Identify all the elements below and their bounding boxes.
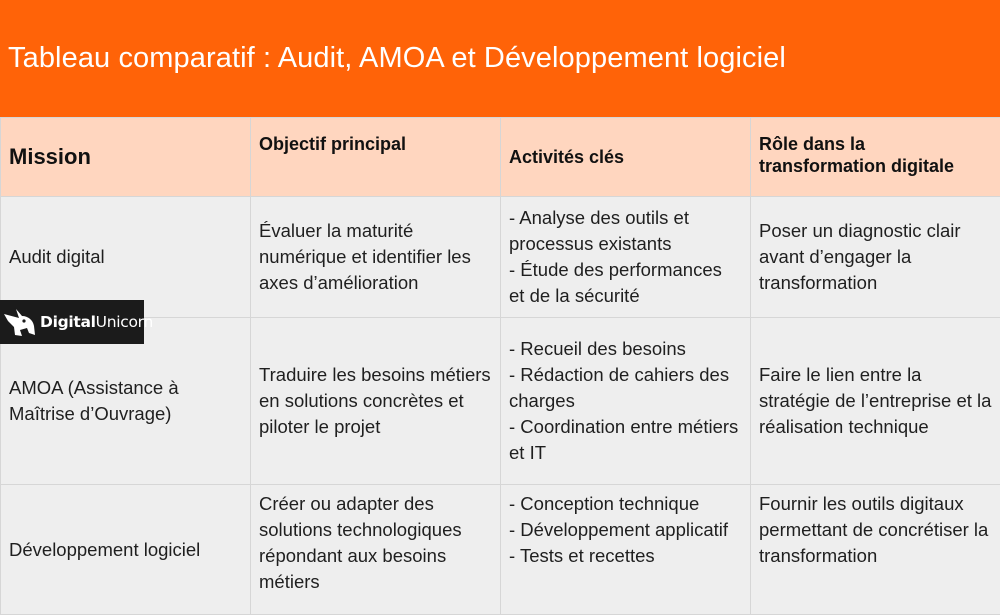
- activity-item: - Étude des performances et de la sécurité: [509, 257, 742, 309]
- activity-item: - Coordination entre métiers et IT: [509, 414, 742, 466]
- title-bar: [0, 0, 1000, 117]
- column-header-objectif: Objectif principal: [251, 118, 501, 197]
- activity-item: - Conception technique: [509, 491, 742, 517]
- activity-item: - Rédaction de cahiers des charges: [509, 362, 742, 414]
- cell-mission: Développement logiciel: [1, 485, 251, 615]
- cell-role: Poser un diagnostic clair avant d’engager la transformation: [751, 197, 1000, 318]
- table-row: [1, 318, 1000, 485]
- cell-activites: [501, 318, 751, 485]
- column-header-activites: Activités clés: [501, 118, 751, 197]
- comparison-table: [0, 117, 1000, 615]
- activity-item: - Recueil des besoins: [509, 336, 742, 362]
- cell-role: Faire le lien entre la stratégie de l’entreprise et la réalisation technique: [751, 318, 1000, 485]
- activity-item: - Analyse des outils et processus existants: [509, 205, 742, 257]
- page-title: Tableau comparatif : Audit, AMOA et Développement logiciel: [8, 42, 786, 75]
- cell-role: Fournir les outils digitaux permettant de concrétiser la transformation: [751, 485, 1000, 615]
- table-row: [1, 485, 1000, 615]
- cell-activites: [501, 197, 751, 318]
- column-header-mission: Mission: [1, 118, 251, 197]
- cell-objectif: Créer ou adapter des solutions technologiques répondant aux besoins métiers: [251, 485, 501, 615]
- unicorn-icon: [2, 305, 38, 339]
- table-row: [1, 197, 1000, 318]
- cell-objectif: Traduire les besoins métiers en solutions concrètes et piloter le projet: [251, 318, 501, 485]
- logo-wordmark: DigitalUnicorn: [40, 313, 153, 331]
- activity-item: - Tests et recettes: [509, 543, 742, 569]
- cell-objectif: Évaluer la maturité numérique et identifier les axes d’amélioration: [251, 197, 501, 318]
- cell-activites: [501, 485, 751, 615]
- activity-item: - Développement applicatif: [509, 517, 742, 543]
- header-row: [1, 118, 1000, 197]
- cell-mission: AMOA (Assistance à Maîtrise d’Ouvrage): [1, 318, 251, 485]
- digital-unicorn-logo: [0, 300, 144, 344]
- column-header-role: Rôle dans la transformation digitale: [751, 118, 1000, 197]
- cell-mission: Audit digital: [1, 197, 251, 318]
